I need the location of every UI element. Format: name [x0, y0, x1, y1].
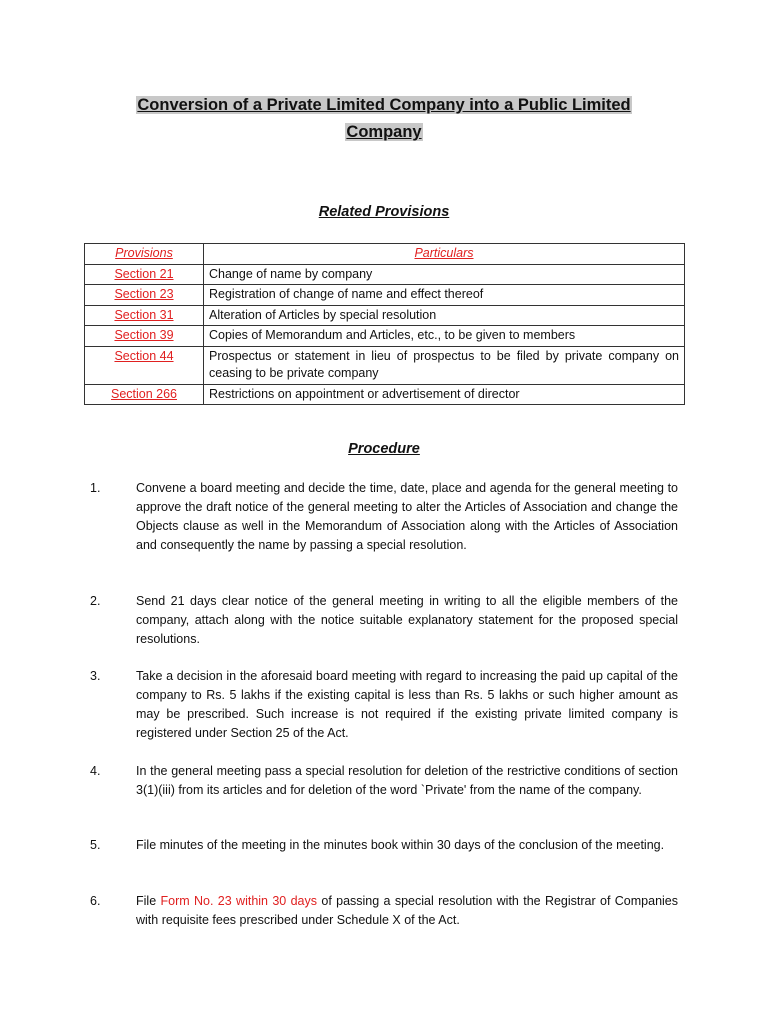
document-title — [84, 92, 684, 146]
particular-cell: Registration of change of name and effect thereof — [204, 285, 685, 306]
header-particulars: Particulars — [204, 244, 685, 265]
section-link[interactable]: Section 44 — [85, 346, 204, 384]
particular-cell: Copies of Memorandum and Articles, etc., to be given to members — [204, 326, 685, 347]
particular-cell: Restrictions on appointment or advertisement of director — [204, 384, 685, 405]
step-text: Take a decision in the aforesaid board meeting with regard to increasing the paid up capital of the company to Rs. 5 lakhs if the existing capital is less than Rs. 5 lakhs or such higher amount as may be prescribed. Such increase is not required if the existing private limited company is registered under Section 25 of the Act. — [136, 669, 678, 740]
step-text: In the general meeting pass a special resolution for deletion of the restrictive conditions of section 3(1)(iii) from its articles and for deletion of the word `Private' from the name of the company. — [136, 764, 678, 797]
particular-cell: Alteration of Articles by special resolution — [204, 305, 685, 326]
particular-cell: Prospectus or statement in lieu of prospectus to be filed by private company on ceasing to be private company — [204, 346, 685, 384]
step-text — [136, 892, 678, 930]
provisions-table — [84, 243, 685, 405]
table-row — [85, 384, 685, 405]
particular-cell: Change of name by company — [204, 264, 685, 285]
step-number: 5. — [90, 838, 101, 852]
table-header-row — [85, 244, 685, 265]
section-link[interactable]: Section 266 — [85, 384, 204, 405]
step-number: 6. — [90, 894, 101, 908]
table-row — [85, 305, 685, 326]
table-row — [85, 326, 685, 347]
section-link[interactable]: Section 21 — [85, 264, 204, 285]
form-deadline-highlight: Form No. 23 within 30 days — [160, 894, 318, 908]
related-provisions-heading: Related Provisions — [318, 204, 450, 220]
step-text: Send 21 days clear notice of the general meeting in writing to all the eligible members of the company, attach along with the notice suitable explanatory statement for the proposed special resolutions. — [136, 594, 678, 646]
table-row — [85, 285, 685, 306]
step-text-before: File — [136, 894, 161, 908]
step-number: 4. — [90, 764, 101, 778]
section-link[interactable]: Section 23 — [85, 285, 204, 306]
header-provisions: Provisions — [85, 244, 204, 265]
step-text: File minutes of the meeting in the minutes book within 30 days of the conclusion of the meeting. — [136, 838, 665, 852]
step-number: 3. — [90, 669, 101, 683]
step-text-after: of passing a special resolution with the Registrar of Companies with requisite fees prescribed under Schedule X of the Act. — [136, 894, 679, 927]
procedure-heading: Procedure — [348, 441, 420, 457]
table-row — [85, 264, 685, 285]
section-link[interactable]: Section 39 — [85, 326, 204, 347]
section-link[interactable]: Section 31 — [85, 305, 204, 326]
title-line-1: Conversion of a Private Limited Company into a Public Limited — [137, 96, 631, 114]
title-line-2: Company — [346, 123, 422, 141]
step-number: 1. — [90, 481, 101, 495]
table-row — [85, 346, 685, 384]
step-number: 2. — [90, 594, 101, 608]
step-text: Convene a board meeting and decide the time, date, place and agenda for the general meeting to approve the draft notice of the general meeting to alter the Articles of Association and change the Objects clause as well in the Memorandum of Association along with the Articles of Association and consequently the name by passing a special resolution. — [136, 481, 678, 552]
